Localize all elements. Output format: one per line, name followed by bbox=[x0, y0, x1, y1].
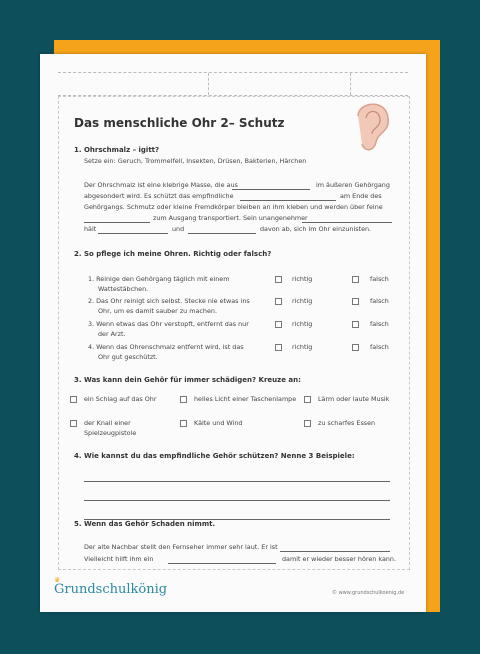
brand-logo: Grundschulkönig bbox=[54, 582, 168, 597]
richtig-label: richtig bbox=[292, 297, 313, 305]
statement-1-cont: Wattestäbchen. bbox=[98, 285, 149, 293]
statement-3-cont: der Arzt. bbox=[98, 330, 126, 338]
checkbox-richtig-1[interactable] bbox=[275, 276, 282, 283]
checkbox-falsch-1[interactable] bbox=[352, 276, 359, 283]
blank-line[interactable] bbox=[280, 551, 390, 552]
text-line: und bbox=[172, 225, 185, 233]
statement-2-cont: Ohr, um es damit sauber zu machen. bbox=[98, 307, 217, 315]
crown-icon: ♛ bbox=[54, 576, 61, 584]
checkbox-option-4[interactable] bbox=[70, 420, 77, 427]
worksheet bbox=[40, 54, 426, 612]
option-label-cont: Spielzeugpistole bbox=[84, 429, 137, 437]
falsch-label: falsch bbox=[370, 320, 389, 328]
answer-line[interactable] bbox=[84, 481, 390, 482]
section-5-heading: 5. Wenn das Gehör Schaden nimmt. bbox=[74, 520, 216, 528]
statement-1: 1. Reinige den Gehörgang täglich mit einem bbox=[88, 275, 230, 283]
text-line: abgesondert wird. Es schützt das empfindliche bbox=[84, 192, 234, 200]
header-divider bbox=[350, 73, 351, 95]
statement-4: 4. Wenn das Ohrenschmalz entfernt wird, ist das bbox=[88, 343, 244, 351]
blank-line[interactable] bbox=[84, 222, 150, 223]
option-label: Kälte und Wind bbox=[194, 419, 243, 427]
richtig-label: richtig bbox=[292, 275, 313, 283]
falsch-label: falsch bbox=[370, 297, 389, 305]
section-1-heading: 1. Ohrschmalz – igitt? bbox=[74, 146, 160, 154]
section-2-heading: 2. So pflege ich meine Ohren. Richtig oder falsch? bbox=[74, 250, 272, 258]
statement-3: 3. Wenn etwas das Ohr verstopft, entfernt das nur bbox=[88, 320, 249, 328]
checkbox-falsch-4[interactable] bbox=[352, 344, 359, 351]
text-line: zum Ausgang transportiert. Sein unangenehmer bbox=[153, 214, 308, 222]
copyright-url: © www.grundschulkoenig.de bbox=[332, 590, 405, 596]
text-line: Der Ohrschmalz ist eine klebrige Masse, die aus bbox=[84, 181, 238, 189]
text-line: hält bbox=[84, 225, 97, 233]
richtig-label: richtig bbox=[292, 320, 313, 328]
option-label: der Knall einer bbox=[84, 419, 131, 427]
checkbox-falsch-3[interactable] bbox=[352, 321, 359, 328]
blank-line[interactable] bbox=[188, 233, 256, 234]
option-label: zu scharfes Essen bbox=[318, 419, 376, 427]
text-line: im äußeren Gehörgang bbox=[316, 181, 390, 189]
checkbox-richtig-3[interactable] bbox=[275, 321, 282, 328]
checkbox-richtig-2[interactable] bbox=[275, 298, 282, 305]
statement-4-cont: Ohr gut geschützt. bbox=[98, 353, 158, 361]
falsch-label: falsch bbox=[370, 343, 389, 351]
richtig-label: richtig bbox=[292, 343, 313, 351]
text-line: Der alte Nachbar stellt den Fernseher immer sehr laut. Er ist bbox=[84, 543, 278, 551]
checkbox-option-3[interactable] bbox=[304, 396, 311, 403]
statement-2: 2. Das Ohr reinigt sich selbst. Stecke nie etwas ins bbox=[88, 297, 250, 305]
section-3-heading: 3. Was kann dein Gehör für immer schädigen? Kreuze an: bbox=[74, 376, 301, 384]
checkbox-richtig-4[interactable] bbox=[275, 344, 282, 351]
option-label: helles Licht einer Taschenlampe bbox=[194, 395, 297, 403]
checkbox-option-5[interactable] bbox=[180, 420, 187, 427]
blank-line[interactable] bbox=[168, 563, 276, 564]
text-line: Vielleicht hilft ihm ein bbox=[84, 555, 154, 563]
checkbox-falsch-2[interactable] bbox=[352, 298, 359, 305]
text-line: damit er wieder besser hören kann. bbox=[282, 555, 397, 563]
answer-line[interactable] bbox=[84, 500, 390, 501]
text-line: Gehörgangs. Schmutz oder kleine Fremdkörper bleiben an ihm kleben und werden über feine bbox=[84, 203, 383, 211]
text-line: am Ende des bbox=[340, 192, 382, 200]
checkbox-option-1[interactable] bbox=[70, 396, 77, 403]
text-line: davon ab, sich im Ohr einzunisten. bbox=[260, 225, 372, 233]
ear-icon bbox=[348, 98, 394, 154]
checkbox-option-6[interactable] bbox=[304, 420, 311, 427]
checkbox-option-2[interactable] bbox=[180, 396, 187, 403]
blank-line[interactable] bbox=[232, 189, 310, 190]
blank-line[interactable] bbox=[302, 222, 392, 223]
option-label: ein Schlag auf das Ohr bbox=[84, 395, 157, 403]
page-title: Das menschliche Ohr 2– Schutz bbox=[74, 116, 285, 130]
blank-line[interactable] bbox=[98, 233, 168, 234]
word-bank: Setze ein: Geruch, Trommelfell, Insekten, Drüsen, Bakterien, Härchen bbox=[84, 157, 307, 165]
falsch-label: falsch bbox=[370, 275, 389, 283]
name-date-header bbox=[58, 72, 408, 96]
option-label: Lärm oder laute Musik bbox=[318, 395, 390, 403]
section-4-heading: 4. Wie kannst du das empfindliche Gehör schützen? Nenne 3 Beispiele: bbox=[74, 452, 355, 460]
blank-line[interactable] bbox=[240, 200, 336, 201]
header-divider bbox=[208, 73, 209, 95]
